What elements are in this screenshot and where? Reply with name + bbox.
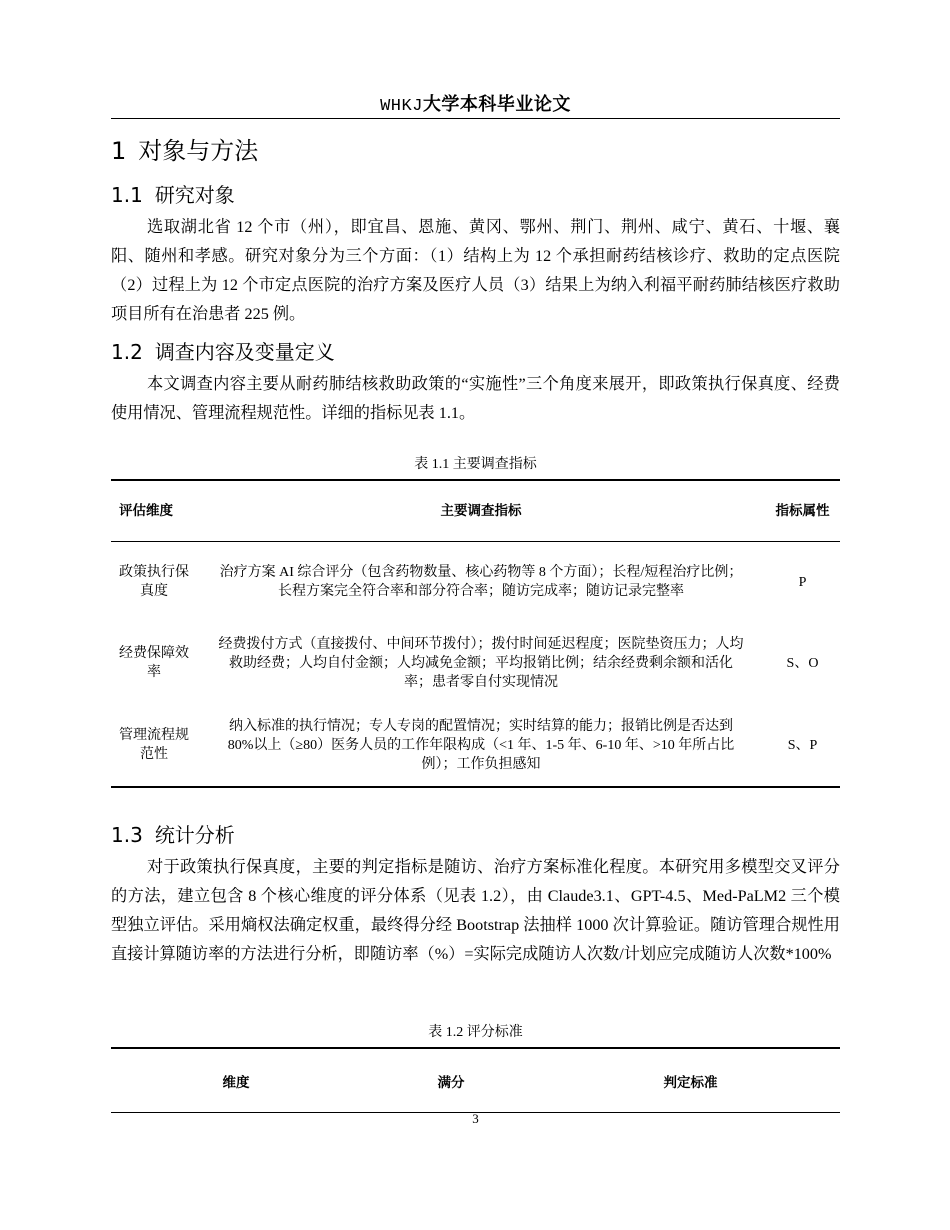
paper-page — [111, 0, 840, 1230]
running-header — [111, 92, 840, 119]
indicators-cell: 经费拨付方式（直接拨付、中间环节拨付）；拨付时间延迟程度；医院垫资压力；人均救助经费；人均自付金额；人均减免金额；平均报销比例；结余经费剩余额和活化率；患者零自付实现情况 — [218, 636, 744, 690]
section-title: 对象与方法 — [138, 137, 259, 165]
subsection-title: 研究对象 — [154, 183, 235, 207]
table-header-row — [111, 1048, 840, 1113]
subsection-heading-1-3 — [111, 821, 235, 849]
paragraph-statistical-analysis: 对于政策执行保真度，主要的判定指标是随访、治疗方案标准化程度。本研究用多模型交叉评分的方法，建立包含 8 个核心维度的评分体系（见表 1.2），由 Claude3.1、GPT-4.5、Med-PaLM2 三个模型独立评估。采用熵权法确定权重，最终得分经 Bootstrap 法抽样 1000 次计算验证。随访管理合规性用直接计算随访率的方法进行分析，即随访率（%）=实际完成随访人次数/计划应完成随访人次数*100% — [111, 858, 840, 963]
table-header-row — [111, 480, 840, 542]
subsection-title: 统计分析 — [154, 823, 235, 847]
paragraph-research-objects: 选取湖北省 12 个市（州），即宜昌、恩施、黄冈、鄂州、荆门、荆州、咸宁、黄石、十堰、襄阳、随州和孝感。研究对象分为三个方面：（1）结构上为 12 个承担耐药结核诊疗、救助的定点医院（2）过程上为 12 个市定点医院的治疗方案及医疗人员（3）结果上为纳入利福平耐药肺结核医疗救助项目所有在治患者 225 例。 — [111, 218, 840, 323]
attribute-cell: S、O — [786, 655, 819, 671]
subsection-number: 1.1 — [111, 183, 143, 207]
column-header: 主要调查指标 — [197, 480, 765, 542]
column-header: 指标属性 — [765, 480, 840, 542]
table-row — [111, 542, 840, 623]
section-heading — [111, 133, 258, 169]
page-number: 3 — [472, 1111, 479, 1126]
indicators-cell: 纳入标准的执行情况；专人专岗的配置情况；实时结算的能力；报销比例是否达到 80%以上（≥80）医务人员的工作年限构成（<1 年、1-5 年、6-10 年、>10 年所占比例）；工作负担感知 — [227, 718, 735, 772]
subsection-title: 调查内容及变量定义 — [154, 340, 335, 364]
header-title: 大学本科毕业论文 — [422, 94, 571, 115]
column-header: 维度 — [111, 1048, 361, 1113]
table-1-1-caption: 表 1.1 主要调查指标 — [414, 457, 537, 472]
indicators-cell: 治疗方案 AI 综合评分（包含药物数量、核心药物等 8 个方面）；长程/短程治疗比例；长程方案完全符合率和部分符合率；随访完成率；随访记录完整率 — [219, 565, 743, 599]
column-header: 评估维度 — [111, 480, 197, 542]
dimension-cell: 管理流程规范性 — [119, 728, 189, 762]
column-header: 满分 — [361, 1048, 541, 1113]
subsection-heading-1-2 — [111, 338, 335, 366]
dimension-cell: 政策执行保真度 — [119, 565, 189, 599]
subsection-heading-1-1 — [111, 181, 235, 209]
attribute-cell: S、P — [787, 737, 818, 753]
dimension-cell: 经费保障效率 — [119, 646, 189, 680]
column-header: 判定标准 — [541, 1048, 840, 1113]
main-indicators-table — [111, 479, 840, 788]
header-latin: WHKJ — [380, 97, 423, 116]
subsection-number: 1.3 — [111, 823, 143, 847]
subsection-number: 1.2 — [111, 340, 143, 364]
section-number: 1 — [111, 137, 127, 165]
attribute-cell: P — [798, 574, 807, 590]
scoring-criteria-table — [111, 1047, 840, 1113]
paragraph-survey-content: 本文调查内容主要从耐药肺结核救助政策的“实施性”三个角度来展开，即政策执行保真度、经费使用情况、管理流程规范性。详细的指标见表 1.1。 — [111, 375, 840, 422]
table-row — [111, 704, 840, 787]
table-row — [111, 622, 840, 704]
table-1-2-caption: 表 1.2 评分标准 — [428, 1025, 523, 1040]
